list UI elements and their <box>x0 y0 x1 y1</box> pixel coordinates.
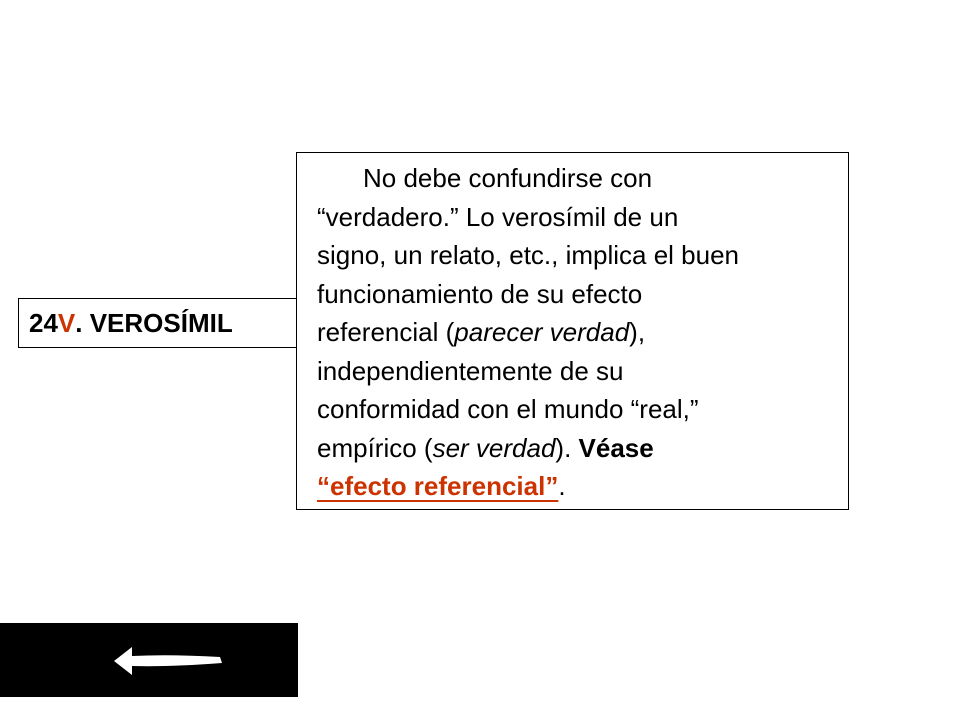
back-button[interactable] <box>0 623 298 697</box>
definition-line: conformidad con el mundo “real,” <box>317 394 699 424</box>
term-title: . VEROSÍMIL <box>75 307 233 338</box>
definition-line: No debe confundirse con <box>363 163 653 193</box>
definition-box <box>296 152 849 510</box>
definition-text: empírico ( <box>317 432 433 463</box>
definition-line: “verdadero.” Lo verosímil de un <box>317 201 679 232</box>
definition-text: referencial ( <box>317 317 455 347</box>
definition-line: signo, un relato, etc., implica el buen <box>317 240 740 270</box>
see-also-label: Véase <box>578 432 654 463</box>
definition-text: . <box>558 471 566 501</box>
definition-text: ), <box>629 317 646 347</box>
definition-text: ). <box>555 432 579 463</box>
definition-line: funcionamiento de su efecto <box>317 278 643 309</box>
definition-emphasis: parecer verdad <box>454 317 630 347</box>
arrow-left-icon <box>110 641 230 681</box>
definition-line <box>317 313 840 352</box>
term-heading <box>18 298 314 348</box>
see-also-link[interactable]: “efecto referencial” <box>317 471 559 501</box>
definition-emphasis: ser verdad <box>432 432 556 463</box>
term-letter: V <box>57 307 76 338</box>
definition-line <box>317 467 840 506</box>
definition-line <box>317 429 840 468</box>
definition-line: independientemente de su <box>317 355 624 386</box>
term-number: 24 <box>29 307 58 338</box>
